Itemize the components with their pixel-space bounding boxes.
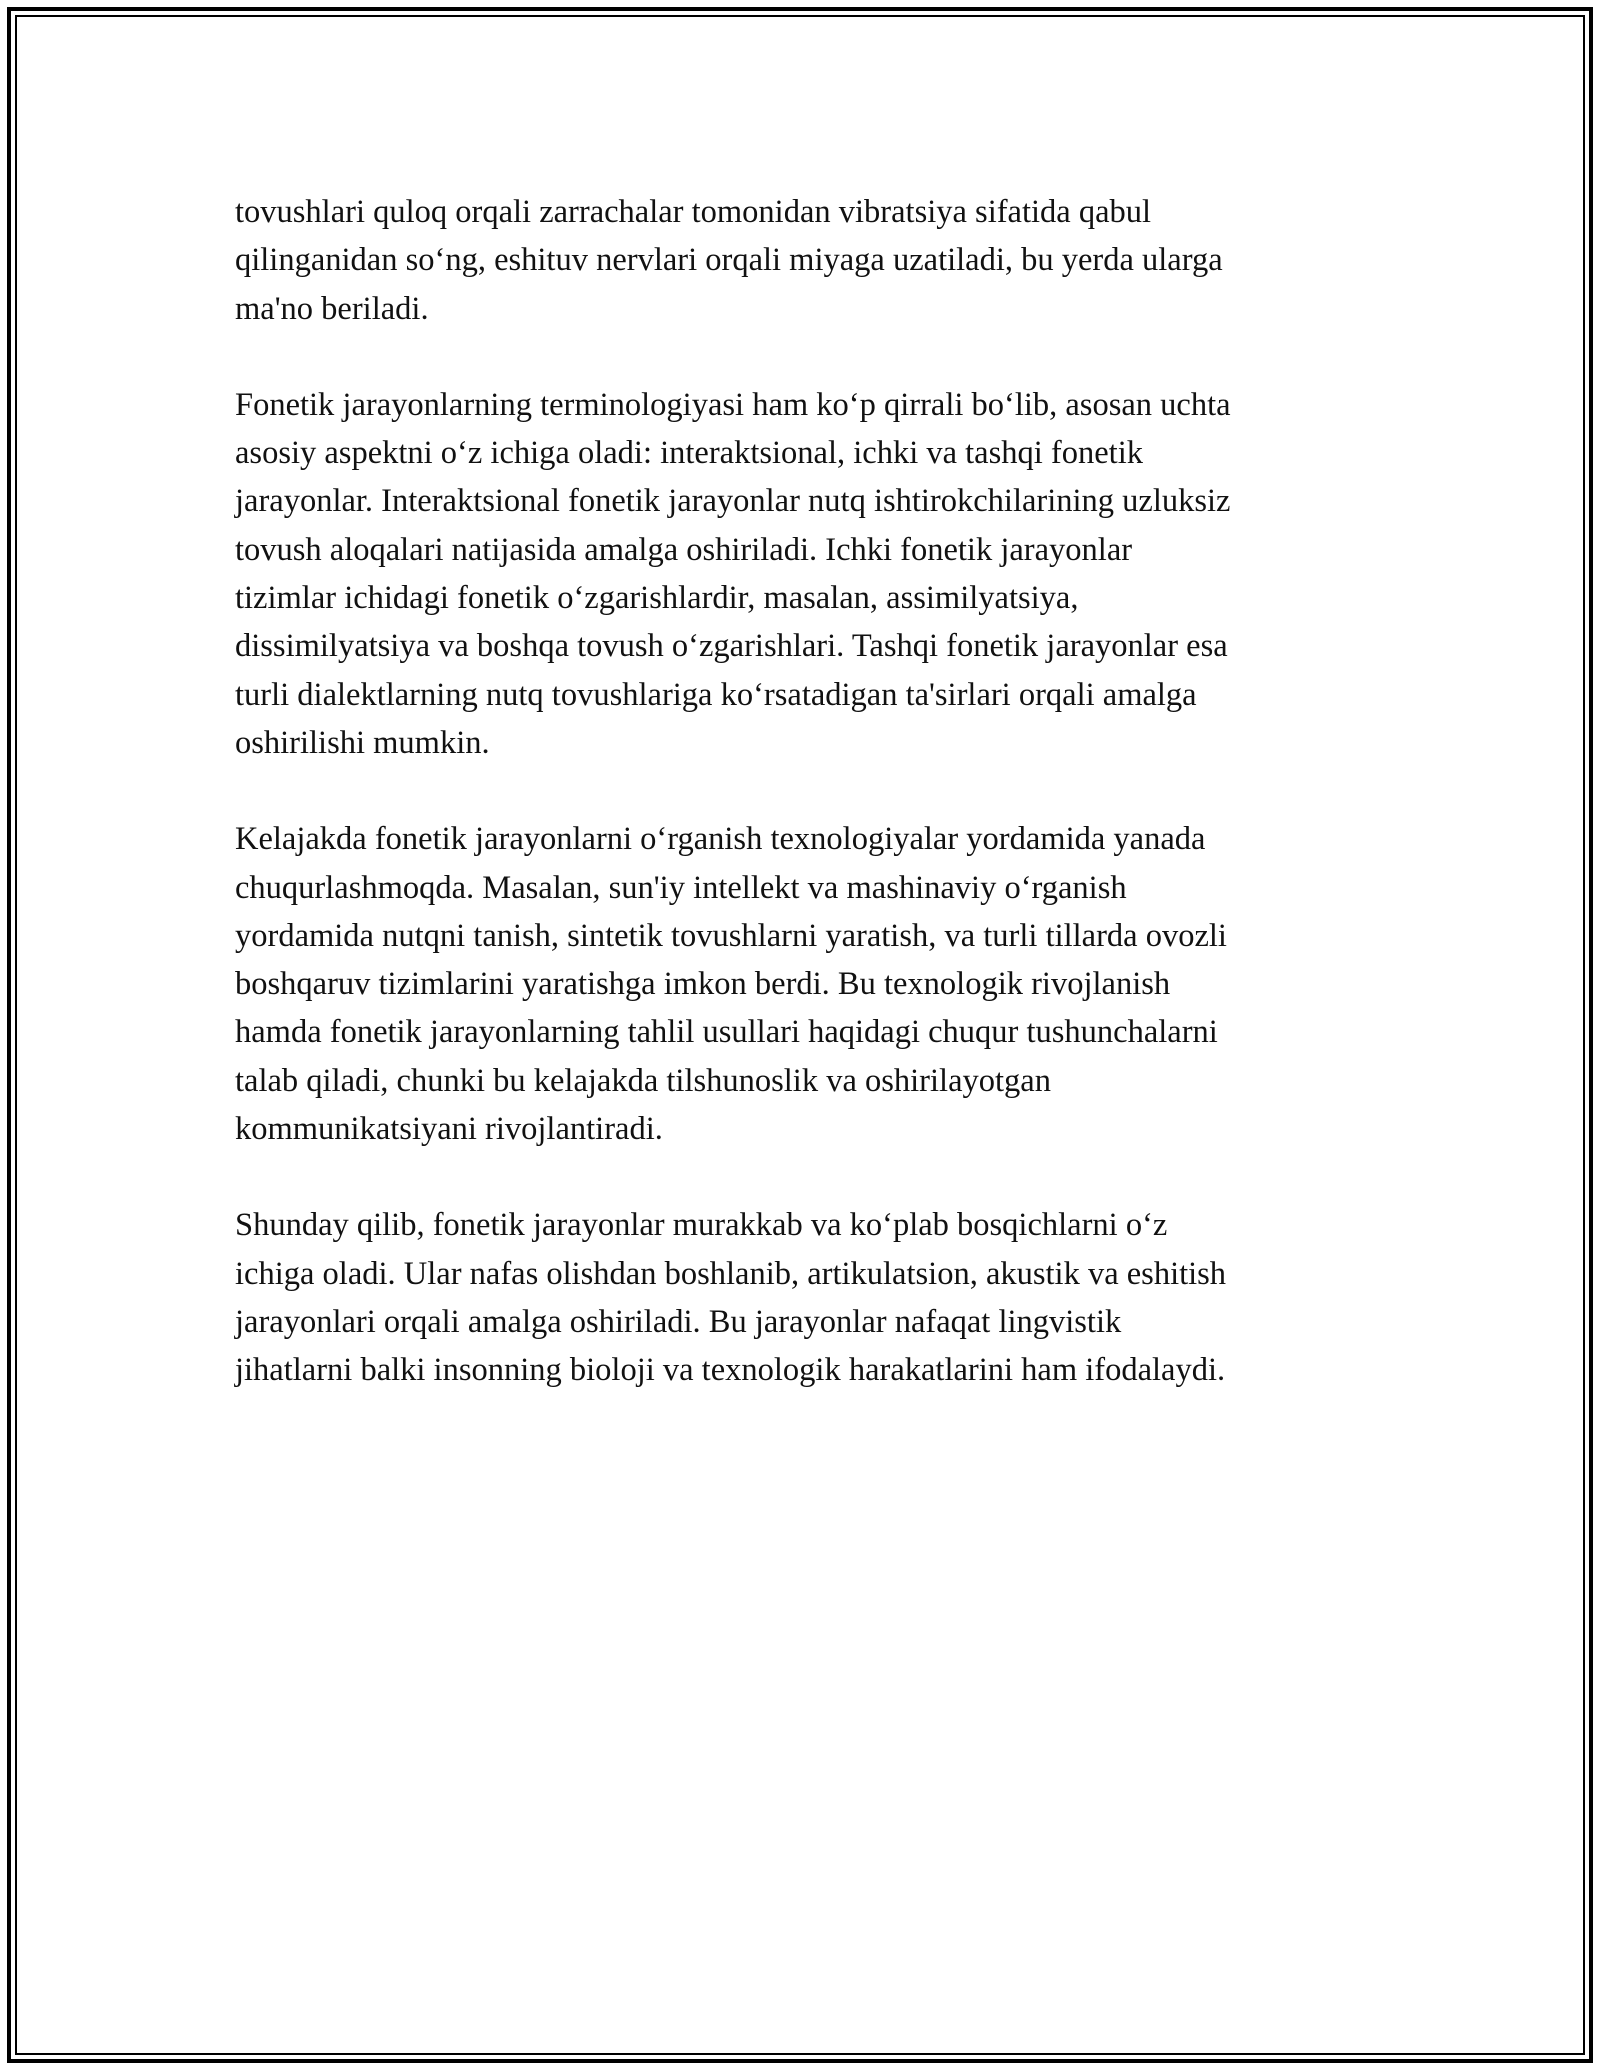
text-line: Kelajakda fonetik jarayonlarni o‘rganish texnologiyalar yordamida yanada: [235, 821, 1206, 858]
text-line: dissimilyatsiya va boshqa tovush o‘zgarishlari. Tashqi fonetik jarayonlar esa: [235, 628, 1228, 665]
paragraph-4: [235, 1201, 1385, 1394]
text-line: chuqurlashmoqda. Masalan, sun'iy intellekt va mashinaviy o‘rganish: [235, 869, 1127, 906]
text-line: Fonetik jarayonlarning terminologiyasi ham ko‘p qirrali bo‘lib, asosan uchta: [235, 386, 1231, 423]
text-line: tovush aloqalari natijasida amalga oshiriladi. Ichki fonetik jarayonlar: [235, 531, 1133, 568]
text-line: kommunikatsiyani rivojlantiradi.: [235, 1111, 663, 1148]
paragraph-3: [235, 815, 1385, 1153]
text-line: ichiga oladi. Ular nafas olishdan boshlanib, artikulatsion, akustik va eshitish: [235, 1255, 1227, 1292]
text-line: asosiy aspektni o‘z ichiga oladi: interaktsional, ichki va tashqi fonetik: [235, 435, 1143, 472]
text-line: hamda fonetik jarayonlarning tahlil usullari haqidagi chuqur tushunchalarni: [235, 1014, 1218, 1051]
document-body: [235, 188, 1385, 1443]
text-line: jihatlarni balki insonning bioloji va texnologik harakatlarini ham ifodalaydi.: [235, 1352, 1226, 1389]
text-line: qilinganidan so‘ng, eshituv nervlari orqali miyaga uzatiladi, bu yerda ularga: [235, 242, 1223, 279]
text-line: tizimlar ichidagi fonetik o‘zgarishlardir, masalan, assimilyatsiya,: [235, 580, 1079, 617]
text-line: ma'no beriladi.: [235, 290, 429, 327]
text-line: Shunday qilib, fonetik jarayonlar murakkab va ko‘plab bosqichlarni o‘z: [235, 1207, 1168, 1244]
paragraph-2: [235, 381, 1385, 767]
text-line: jarayonlari orqali amalga oshiriladi. Bu jarayonlar nafaqat lingvistik: [235, 1303, 1122, 1340]
paragraph-1: [235, 188, 1385, 333]
text-line: jarayonlar. Interaktsional fonetik jarayonlar nutq ishtirokchilarining uzluksiz: [235, 483, 1231, 520]
text-line: talab qiladi, chunki bu kelajakda tilshunoslik va oshirilayotgan: [235, 1062, 1051, 1099]
text-line: turli dialektlarning nutq tovushlariga ko‘rsatadigan ta'sirlari orqali amalga: [235, 676, 1197, 713]
text-line: tovushlari quloq orqali zarrachalar tomonidan vibratsiya sifatida qabul: [235, 194, 1152, 230]
text-line: yordamida nutqni tanish, sintetik tovushlarni yaratish, va turli tillarda ovozli: [235, 917, 1227, 954]
text-line: boshqaruv tizimlarini yaratishga imkon berdi. Bu texnologik rivojlanish: [235, 966, 1171, 1003]
text-line: oshirilishi mumkin.: [235, 724, 490, 761]
